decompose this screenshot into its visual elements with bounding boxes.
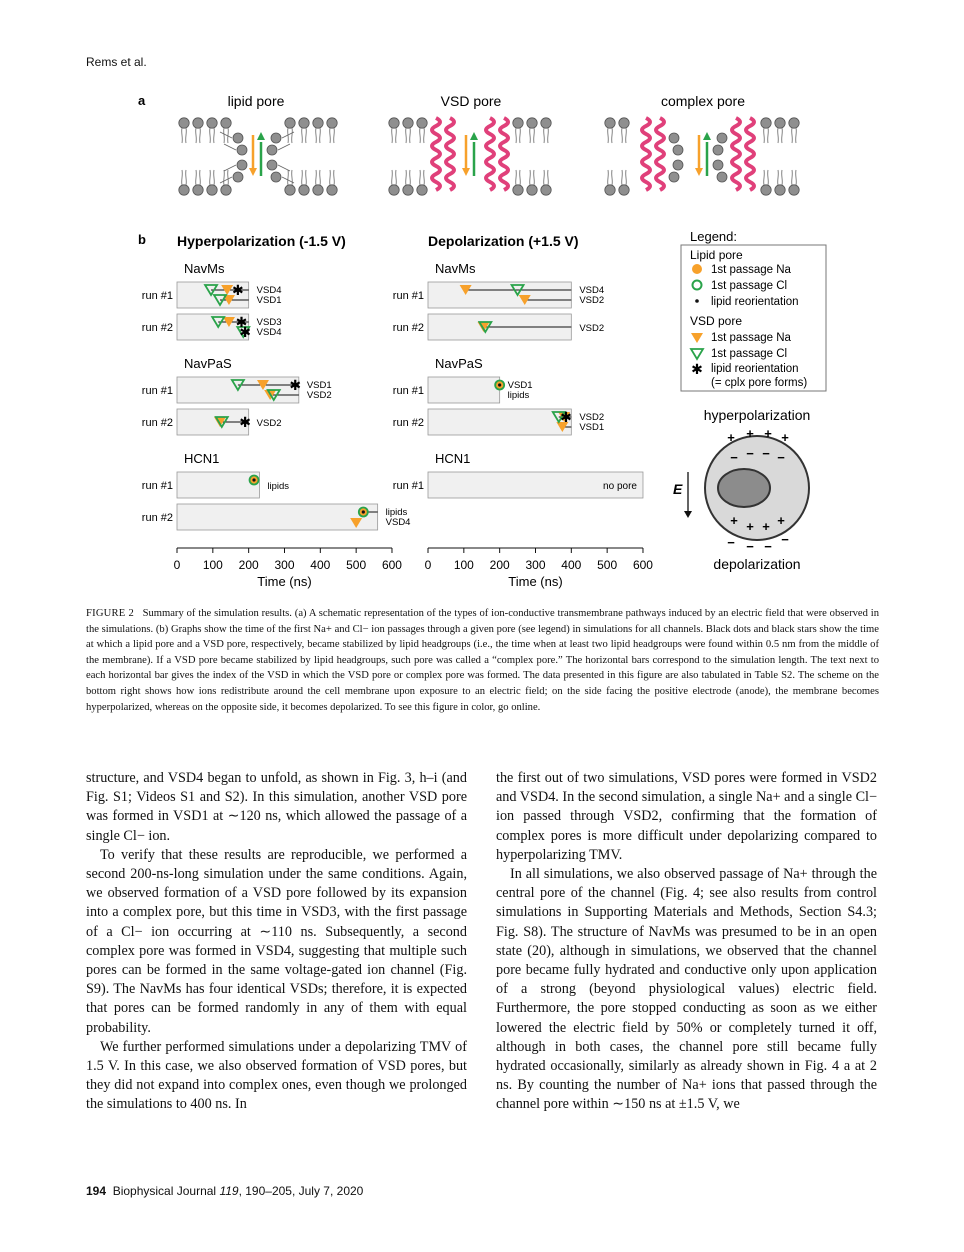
lipid-bottom (417, 170, 427, 195)
depol-title: Depolarization (+1.5 V) (428, 233, 579, 249)
lipid-top (179, 118, 189, 143)
simulation-bar (177, 472, 259, 498)
lipid-headgroup (271, 172, 281, 182)
lipid-headgroup (669, 133, 679, 143)
lipid-tail (220, 132, 232, 138)
svg-text:−: − (764, 539, 772, 554)
lipid-headgroup (237, 145, 247, 155)
x-tick-label: 300 (525, 558, 546, 572)
run-label: run #2 (392, 417, 424, 429)
paragraph: To verify that these results are reproducible, we performed a second 200-ns-long simulation under the same conditions. Again, we observed formation of a VSD pore followed by its expansion into a complex pore, but this time in VSD3, with the first passage of a Cl− ion occurring at ∼110 ns. Subsequently, a second complex pore was formed in VSD4, suggesting that multiple such pores can be formed in the same voltage-gated ion channel (Fig. S9). The NavMs has four identical VSDs; therefore, it is expected that pores can be formed randomly in any of them with equal probability. (86, 846, 467, 1036)
lipid-top (285, 118, 295, 143)
svg-text:−: − (730, 450, 738, 465)
vsd-label: VSD4 (385, 517, 411, 528)
field-label: E (673, 481, 683, 497)
na-arrowhead (695, 168, 703, 176)
run-label: run #1 (392, 385, 424, 397)
lipid-top (619, 118, 629, 143)
channel-title: NavPaS (435, 356, 483, 371)
lipid-top (221, 118, 231, 143)
helix (642, 118, 650, 190)
svg-text:+: + (730, 513, 738, 528)
lipid-top (327, 118, 337, 143)
paragraph: structure, and VSD4 began to unfold, as shown in Fig. 3, h–i (and Fig. S1; Videos S1 and S2). In this simulation, another VSD pore was formed in VSD1 at ∼120 ns, which allowed the passage of a single Cl− ion. (86, 770, 467, 844)
legend-lipid-dot (695, 299, 699, 303)
lipid-bottom (527, 170, 537, 195)
lipid-headgroup (669, 172, 679, 182)
vsd-label: VSD1 (507, 380, 533, 391)
helix (732, 118, 740, 190)
vsd-label: VSD2 (256, 418, 282, 429)
run-label: run #1 (392, 290, 424, 302)
vsd-label: lipids (385, 507, 408, 518)
vsd-label: VSD4 (256, 285, 282, 296)
paragraph: the first out of two simulations, VSD pores were formed in VSD2 and VSD4. In the second simulation, a single Na+ and a single Cl− ion passed through VSD2, confirming that the formation of complex pores is more difficult under depolarizing compared to hyperpolarizing TMV. (496, 770, 877, 863)
page-number: 194 (86, 1184, 107, 1198)
channel-title: HCN1 (184, 451, 220, 466)
svg-text:−: − (777, 450, 785, 465)
lipid-bottom (761, 170, 771, 195)
lipid-bottom (221, 170, 231, 195)
lipid-top (193, 118, 203, 143)
hyper-title: Hyperpolarization (-1.5 V) (177, 233, 346, 249)
lipid-bottom (789, 170, 799, 195)
channel-title: NavPaS (184, 356, 232, 371)
cl-arrowhead (703, 132, 711, 140)
helix (432, 118, 440, 190)
lipid-dot (498, 383, 501, 386)
lipid-bottom (775, 170, 785, 195)
x-tick-label: 500 (597, 558, 618, 572)
vsd-label: VSD2 (306, 390, 332, 401)
panel-b-label: b (138, 232, 146, 247)
lipid-bottom (299, 170, 309, 195)
legend-lipid-cl: 1st passage Cl (711, 280, 788, 292)
simulation-bar (428, 282, 571, 308)
na-arrowhead (462, 168, 470, 176)
lipid-reorientation-star: ✱ (232, 282, 244, 298)
run-label: run #1 (141, 480, 173, 492)
body-column-left (86, 769, 467, 1115)
simulation-bar (428, 377, 500, 403)
lipid-tail (224, 144, 236, 150)
figure-2 (0, 0, 964, 600)
svg-text:+: + (727, 430, 735, 445)
simulation-bar (428, 409, 571, 435)
vsd-label: VSD2 (579, 323, 605, 334)
caption-lead: FIGURE 2 (86, 608, 135, 619)
body-column-right (496, 769, 877, 1115)
legend-cplx: (= cplx pore forms) (711, 377, 808, 389)
helix (656, 118, 664, 190)
lipid-dot (362, 510, 365, 513)
x-tick-label: 400 (310, 558, 331, 572)
hyperpolarization-label: hyperpolarization (703, 407, 811, 423)
run-label: run #2 (392, 322, 424, 334)
svg-text:−: − (746, 539, 754, 554)
lipid-top (527, 118, 537, 143)
vsd-label: lipids (267, 481, 290, 492)
lipid-headgroup (673, 160, 683, 170)
lipid-bottom (403, 170, 413, 195)
page-footer (86, 1184, 363, 1198)
lipid-headgroup (717, 133, 727, 143)
panel-a-label: a (138, 93, 146, 108)
lipid-top (207, 118, 217, 143)
vsd-label: lipids (507, 390, 530, 401)
lipid-headgroup (267, 160, 277, 170)
lipid-top (761, 118, 771, 143)
svg-text:−: − (746, 446, 754, 461)
x-tick-label: 0 (424, 558, 432, 572)
channel-title: NavMs (184, 261, 225, 276)
x-tick-label: 600 (381, 558, 402, 572)
svg-text:+: + (746, 519, 754, 534)
timeline-plots (142, 261, 654, 589)
lipid-top (541, 118, 551, 143)
cl-arrowhead (470, 132, 478, 140)
lipid-top (299, 118, 309, 143)
lipid-bottom (619, 170, 629, 195)
lipid-dot (252, 478, 255, 481)
lipid-bottom (541, 170, 551, 195)
lipid-headgroup (717, 172, 727, 182)
legend-vsd-title: VSD pore (690, 314, 743, 328)
journal-volume: 119 (219, 1184, 239, 1198)
x-tick-label: 200 (489, 558, 510, 572)
svg-text:+: + (762, 519, 770, 534)
simulation-bar (177, 504, 378, 530)
lipid-top (605, 118, 615, 143)
caption-text: Summary of the simulation results. (a) A schematic representation of the types of ion-conductive transmembrane pathways induced by an electric field that were observed in the simulations. (b) Graphs show the time of the first Na+ and Cl− ion passages through a given pore (see legend) in simulations for all channels. Black dots and black stars show the time at which a lipid pore and a VSD pore, respectively, became stabilized by lipid headgroups (i.e., the time when at least two lipid headgroups were found within 0.5 nm from the middle of the membrane). If a VSD pore became stabilized by lipid headgroups, such pore was called a “complex pore.” The horizontal bars correspond to the simulation length. The text next to each horizontal bar gives the index of the VSD in which the VSD pore or complex pore was formed. The data presented in this figure are also tabulated in Table S2. The scheme on the bottom right shows how ions redistribute around the cell membrane upon exposure to an electric field; on the side facing the positive electrode (anode), the membrane becomes hyperpolarized, whereas on the opposite side, it becomes depolarized. To see this figure in color, go online. (86, 608, 879, 713)
legend-vsd-reorient: lipid reorientation (711, 363, 799, 375)
lipid-bottom (207, 170, 217, 195)
legend-title: Legend: (690, 229, 737, 244)
complex-pore-title: complex pore (660, 93, 746, 109)
membrane-schematics (179, 118, 799, 195)
svg-text:−: − (762, 446, 770, 461)
lipid-top (789, 118, 799, 143)
lipid-tail (220, 177, 232, 183)
lipid-headgroup (713, 160, 723, 170)
run-label: run #2 (141, 322, 173, 334)
journal-name: Biophysical Journal (112, 1184, 217, 1198)
lipid-reorientation-star: ✱ (560, 409, 572, 425)
lipid-bottom (327, 170, 337, 195)
lipid-top (313, 118, 323, 143)
run-label: run #2 (141, 512, 173, 524)
lipid-top (403, 118, 413, 143)
lipid-headgroup (233, 133, 243, 143)
lipid-top (775, 118, 785, 143)
lipid-pore-title: lipid pore (227, 93, 285, 109)
svg-text:+: + (764, 426, 772, 441)
x-tick-label: 300 (274, 558, 295, 572)
lipid-reorientation-star: ✱ (239, 324, 251, 340)
lipid-bottom (313, 170, 323, 195)
paragraph: We further performed simulations under a depolarizing TMV of 1.5 V. In this case, we also observed formation of VSD pores, but they did not expand into complex ones, even though we prolonged the simulations to 400 ns. In (86, 1038, 467, 1113)
helix (486, 118, 494, 190)
x-tick-label: 400 (561, 558, 582, 572)
lipid-reorientation-star: ✱ (235, 314, 248, 330)
lipid-reorientation-star: ✱ (239, 414, 251, 430)
paragraph: In all simulations, we also observed passage of Na+ through the central pore of the channel (Fig. 4; see also results from control simulations in Supporting Materials and Methods, Section S4.3; Fig. S8). The structure of NavMs was presumed to be in an open state (20), although in simulations, we observed that the channel pore became fully hydrated and conductive only upon application of a strong (beyond physiological values) electric field. Furthermore, the pore stopped conducting as soon as we either lowered the electric field by 50% or completely turned it off, although in both cases, the channel pore still became fully hydrated occasionally, similarly as already shown in Fig. 4 a at 2 ns. By counting the number of Na+ ions that passed through the channel pore within ∼150 ns at ±1.5 V, we (496, 866, 877, 1113)
vsd-label: VSD4 (256, 327, 282, 338)
x-axis-label: Time (ns) (257, 574, 312, 589)
cell-nucleus (718, 469, 770, 507)
legend-vsd-cl: 1st passage Cl (711, 348, 788, 360)
vsd-label: VSD2 (579, 295, 605, 306)
depolarization-label: depolarization (713, 556, 801, 572)
legend-lipid-na: 1st passage Na (711, 264, 791, 276)
helix (746, 118, 754, 190)
no-pore-label: no pore (603, 481, 637, 492)
lipid-headgroup (237, 160, 247, 170)
vsd-label: VSD4 (579, 285, 605, 296)
vsd-label: VSD3 (256, 317, 282, 328)
x-tick-label: 100 (202, 558, 223, 572)
run-label: run #1 (141, 290, 173, 302)
x-tick-label: 0 (173, 558, 181, 572)
journal-issue: , 190–205, July 7, 2020 (238, 1184, 364, 1198)
lipid-headgroup (673, 145, 683, 155)
x-tick-label: 500 (346, 558, 367, 572)
legend-lipid-reorient: lipid reorientation (711, 296, 799, 308)
run-label: run #1 (392, 480, 424, 492)
lipid-reorientation-star: ✱ (289, 377, 302, 393)
lipid-bottom (389, 170, 399, 195)
x-tick-label: 100 (453, 558, 474, 572)
vsd-label: VSD1 (256, 295, 282, 306)
run-label: run #2 (141, 417, 173, 429)
lipid-headgroup (233, 172, 243, 182)
lipid-top (513, 118, 523, 143)
cl-arrowhead (257, 132, 265, 140)
vsd-label: VSD2 (579, 412, 605, 423)
vsd-label: VSD1 (579, 422, 605, 433)
lipid-tail (224, 165, 236, 171)
running-head: Rems et al. (86, 55, 147, 69)
legend-lipid-title: Lipid pore (690, 248, 743, 262)
svg-text:−: − (781, 532, 789, 547)
svg-text:+: + (781, 430, 789, 445)
vsd-label: VSD1 (306, 380, 332, 391)
lipid-headgroup (713, 145, 723, 155)
lipid-headgroup (271, 133, 281, 143)
lipid-tail (278, 144, 290, 150)
x-tick-label: 600 (632, 558, 653, 572)
x-axis-label: Time (ns) (508, 574, 563, 589)
legend-na-dot (692, 264, 702, 274)
vsd-pore-title: VSD pore (440, 93, 502, 109)
lipid-bottom (193, 170, 203, 195)
legend-star: ✱ (691, 361, 703, 377)
lipid-bottom (605, 170, 615, 195)
svg-text:−: − (727, 535, 735, 550)
x-tick-label: 200 (238, 558, 259, 572)
lipid-top (417, 118, 427, 143)
run-label: run #1 (141, 385, 173, 397)
lipid-bottom (513, 170, 523, 195)
helix (446, 118, 454, 190)
lipid-bottom (179, 170, 189, 195)
channel-title: NavMs (435, 261, 476, 276)
figure-caption (86, 606, 879, 715)
lipid-top (389, 118, 399, 143)
channel-title: HCN1 (435, 451, 471, 466)
svg-text:+: + (746, 426, 754, 441)
na-arrowhead (249, 168, 257, 176)
legend-vsd-na: 1st passage Na (711, 332, 791, 344)
svg-text:+: + (777, 513, 785, 528)
lipid-tail (278, 165, 290, 171)
helix (500, 118, 508, 190)
lipid-headgroup (267, 145, 277, 155)
